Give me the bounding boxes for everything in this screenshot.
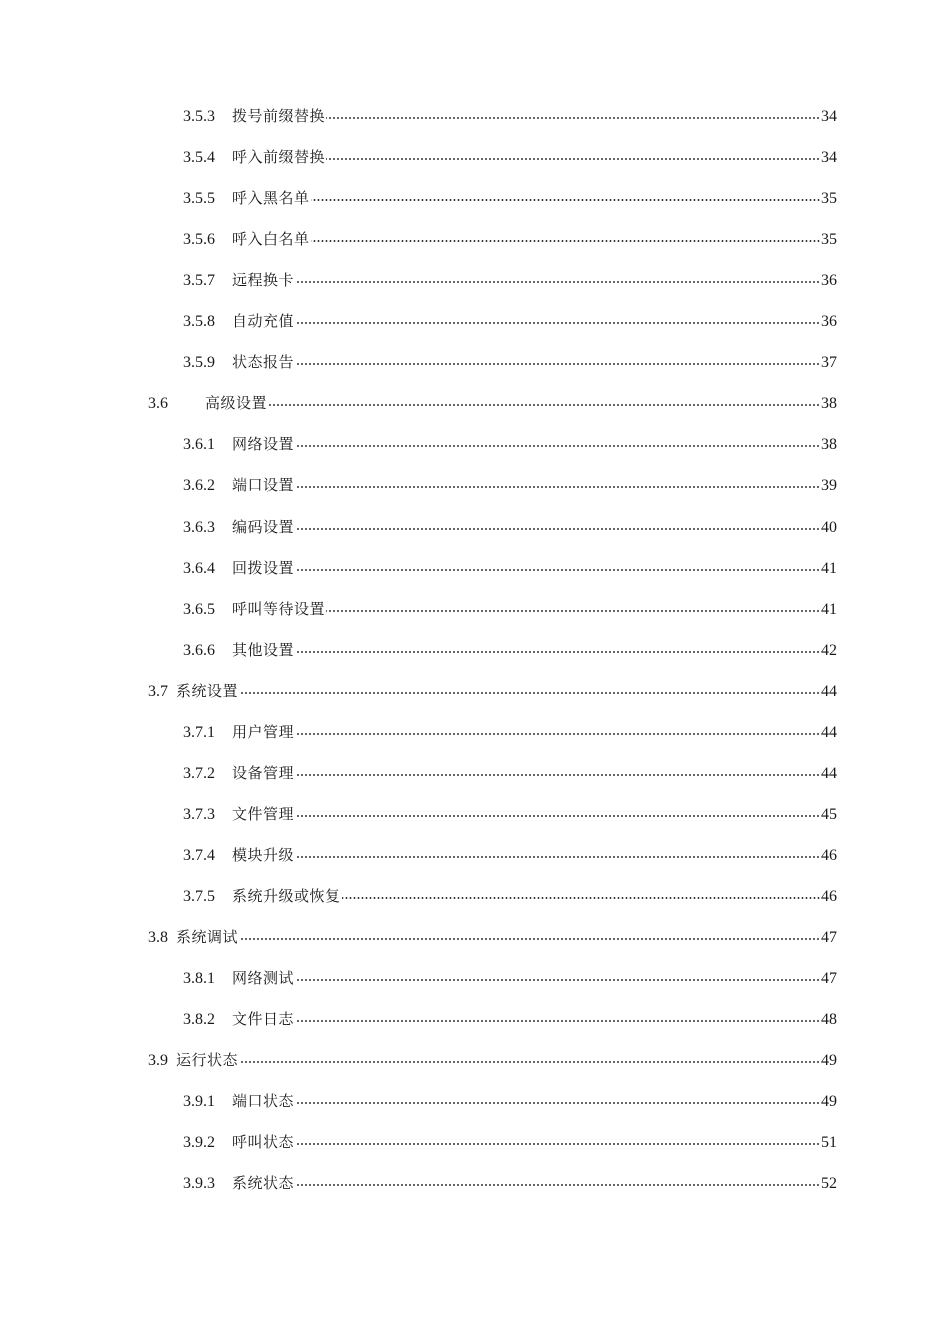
toc-entry-number: 3.8.2	[183, 1011, 215, 1028]
toc-entry-number: 3.5.8	[183, 313, 215, 330]
toc-entry-title: 状态报告	[232, 353, 295, 371]
toc-entry[interactable]	[183, 556, 837, 580]
toc-entry-title: 网络设置	[232, 435, 295, 453]
toc-entry-title: 远程换卡	[232, 271, 295, 289]
toc-entry-number: 3.7.1	[183, 724, 215, 741]
toc-dot-leader	[295, 856, 820, 858]
toc-entry[interactable]	[183, 227, 837, 251]
toc-entry-title: 编码设置	[232, 518, 295, 536]
toc-entry-page-number: 34	[821, 149, 837, 166]
toc-entry[interactable]	[183, 309, 837, 333]
toc-entry-number: 3.5.7	[183, 272, 215, 289]
toc-entry[interactable]	[183, 186, 837, 210]
toc-entry-title: 系统调试	[176, 928, 239, 946]
toc-entry-title: 呼叫状态	[232, 1133, 295, 1151]
toc-entry-number: 3.6.3	[183, 519, 215, 536]
toc-entry[interactable]	[183, 1130, 837, 1154]
toc-dot-leader	[295, 979, 820, 981]
toc-entry-page-number: 47	[821, 970, 837, 987]
toc-dot-leader	[295, 1184, 820, 1186]
toc-dot-leader	[295, 486, 820, 488]
toc-dot-leader	[239, 938, 820, 940]
toc-entry[interactable]	[148, 679, 837, 703]
toc-entry-number: 3.7.2	[183, 765, 215, 782]
toc-entry-page-number: 38	[821, 436, 837, 453]
toc-entry[interactable]	[183, 884, 837, 908]
toc-entry-number: 3.5.4	[183, 149, 215, 166]
toc-dot-leader	[295, 528, 820, 530]
toc-entry-title: 其他设置	[232, 641, 295, 659]
toc-entry-title: 系统设置	[176, 682, 239, 700]
toc-entry[interactable]	[183, 1171, 837, 1195]
toc-entry-page-number: 40	[821, 519, 837, 536]
toc-entry-page-number: 45	[821, 806, 837, 823]
toc-entry-page-number: 49	[821, 1093, 837, 1110]
toc-dot-leader	[295, 651, 820, 653]
toc-entry-title: 回拨设置	[232, 559, 295, 577]
toc-entry[interactable]	[183, 432, 837, 456]
toc-entry-number: 3.6.2	[183, 477, 215, 494]
toc-entry[interactable]	[183, 350, 837, 374]
toc-dot-leader	[326, 117, 820, 119]
toc-entry[interactable]	[148, 1048, 837, 1072]
toc-dot-leader	[295, 733, 820, 735]
toc-entry-number: 3.7.4	[183, 847, 215, 864]
toc-entry-title: 系统状态	[232, 1174, 295, 1192]
toc-entry[interactable]	[183, 104, 837, 128]
toc-dot-leader	[295, 1102, 820, 1104]
toc-dot-leader	[295, 774, 820, 776]
toc-dot-leader	[239, 692, 820, 694]
toc-dot-leader	[295, 322, 820, 324]
toc-entry-title: 用户管理	[232, 723, 295, 741]
toc-dot-leader	[295, 815, 820, 817]
toc-entry-title: 系统升级或恢复	[232, 887, 341, 905]
toc-entry-number: 3.6.4	[183, 560, 215, 577]
toc-dot-leader	[295, 569, 820, 571]
toc-entry-number: 3.6.1	[183, 436, 215, 453]
toc-entry[interactable]	[183, 473, 837, 497]
toc-entry-page-number: 46	[821, 888, 837, 905]
toc-entry-number: 3.9.1	[183, 1093, 215, 1110]
toc-entry[interactable]	[183, 515, 837, 539]
toc-entry-page-number: 48	[821, 1011, 837, 1028]
toc-entry-number: 3.6.5	[183, 601, 215, 618]
toc-dot-leader	[295, 363, 820, 365]
toc-entry-page-number: 46	[821, 847, 837, 864]
toc-entry-title: 文件管理	[232, 805, 295, 823]
toc-entry-page-number: 37	[821, 354, 837, 371]
toc-entry-title: 运行状态	[176, 1051, 239, 1069]
toc-entry-page-number: 42	[821, 642, 837, 659]
toc-entry-number: 3.7.3	[183, 806, 215, 823]
toc-entry-title: 呼入前缀替换	[232, 148, 326, 166]
toc-entry-page-number: 35	[821, 190, 837, 207]
toc-entry[interactable]	[183, 268, 837, 292]
toc-entry-title: 呼入白名单	[232, 230, 310, 248]
toc-entry-page-number: 51	[821, 1134, 837, 1151]
toc-dot-leader	[295, 1143, 820, 1145]
toc-entry-page-number: 39	[821, 477, 837, 494]
toc-entry[interactable]	[183, 720, 837, 744]
toc-entry-title: 设备管理	[232, 764, 295, 782]
toc-entry[interactable]	[183, 761, 837, 785]
toc-entry[interactable]	[183, 1007, 837, 1031]
toc-entry[interactable]	[183, 597, 837, 621]
toc-dot-leader	[295, 445, 820, 447]
toc-entry-number: 3.7.5	[183, 888, 215, 905]
toc-entry-number: 3.8	[148, 929, 168, 946]
toc-entry-title: 拨号前缀替换	[232, 107, 326, 125]
toc-dot-leader	[326, 158, 820, 160]
toc-entry-page-number: 44	[821, 765, 837, 782]
toc-dot-leader	[342, 897, 820, 899]
toc-entry[interactable]	[183, 843, 837, 867]
toc-entry-title: 端口状态	[232, 1092, 295, 1110]
toc-entry-number: 3.6.6	[183, 642, 215, 659]
toc-entry-number: 3.5.5	[183, 190, 215, 207]
toc-dot-leader	[295, 281, 820, 283]
toc-dot-leader	[295, 1020, 820, 1022]
toc-entry[interactable]	[183, 966, 837, 990]
toc-entry-page-number: 47	[821, 929, 837, 946]
toc-entry-title: 呼叫等待设置	[232, 600, 326, 618]
toc-entry[interactable]	[183, 145, 837, 169]
toc-entry-page-number: 44	[821, 724, 837, 741]
toc-dot-leader	[326, 610, 820, 612]
toc-entry-number: 3.5.3	[183, 108, 215, 125]
toc-entry-number: 3.9.2	[183, 1134, 215, 1151]
toc-entry-title: 文件日志	[232, 1010, 295, 1028]
toc-entry-page-number: 36	[821, 272, 837, 289]
toc-entry-title: 网络测试	[232, 969, 295, 987]
toc-dot-leader	[311, 199, 820, 201]
toc-entry-number: 3.5.6	[183, 231, 215, 248]
toc-entry-page-number: 36	[821, 313, 837, 330]
toc-entry-number: 3.9	[148, 1052, 168, 1069]
toc-entry-number: 3.7	[148, 683, 168, 700]
toc-dot-leader	[268, 404, 820, 406]
toc-entry-page-number: 52	[821, 1175, 837, 1192]
toc-entry[interactable]	[148, 925, 837, 949]
toc-entry[interactable]	[183, 1089, 837, 1113]
toc-entry-title: 端口设置	[232, 476, 295, 494]
toc-entry-page-number: 41	[821, 560, 837, 577]
toc-entry-page-number: 35	[821, 231, 837, 248]
toc-entry-page-number: 44	[821, 683, 837, 700]
toc-entry-number: 3.8.1	[183, 970, 215, 987]
toc-entry-number: 3.6	[148, 395, 168, 412]
toc-entry-title: 自动充值	[232, 312, 295, 330]
toc-entry[interactable]	[183, 638, 837, 662]
toc-dot-leader	[311, 240, 820, 242]
toc-entry[interactable]	[183, 802, 837, 826]
toc-entry-page-number: 38	[821, 395, 837, 412]
toc-entry-title: 高级设置	[205, 394, 268, 412]
toc-entry-page-number: 34	[821, 108, 837, 125]
toc-entry-title: 模块升级	[232, 846, 295, 864]
toc-entry-title: 呼入黑名单	[232, 189, 310, 207]
toc-entry-page-number: 41	[821, 601, 837, 618]
toc-dot-leader	[239, 1061, 820, 1063]
toc-entry-page-number: 49	[821, 1052, 837, 1069]
toc-entry-number: 3.5.9	[183, 354, 215, 371]
toc-entry-number: 3.9.3	[183, 1175, 215, 1192]
toc-entry[interactable]	[148, 391, 837, 415]
